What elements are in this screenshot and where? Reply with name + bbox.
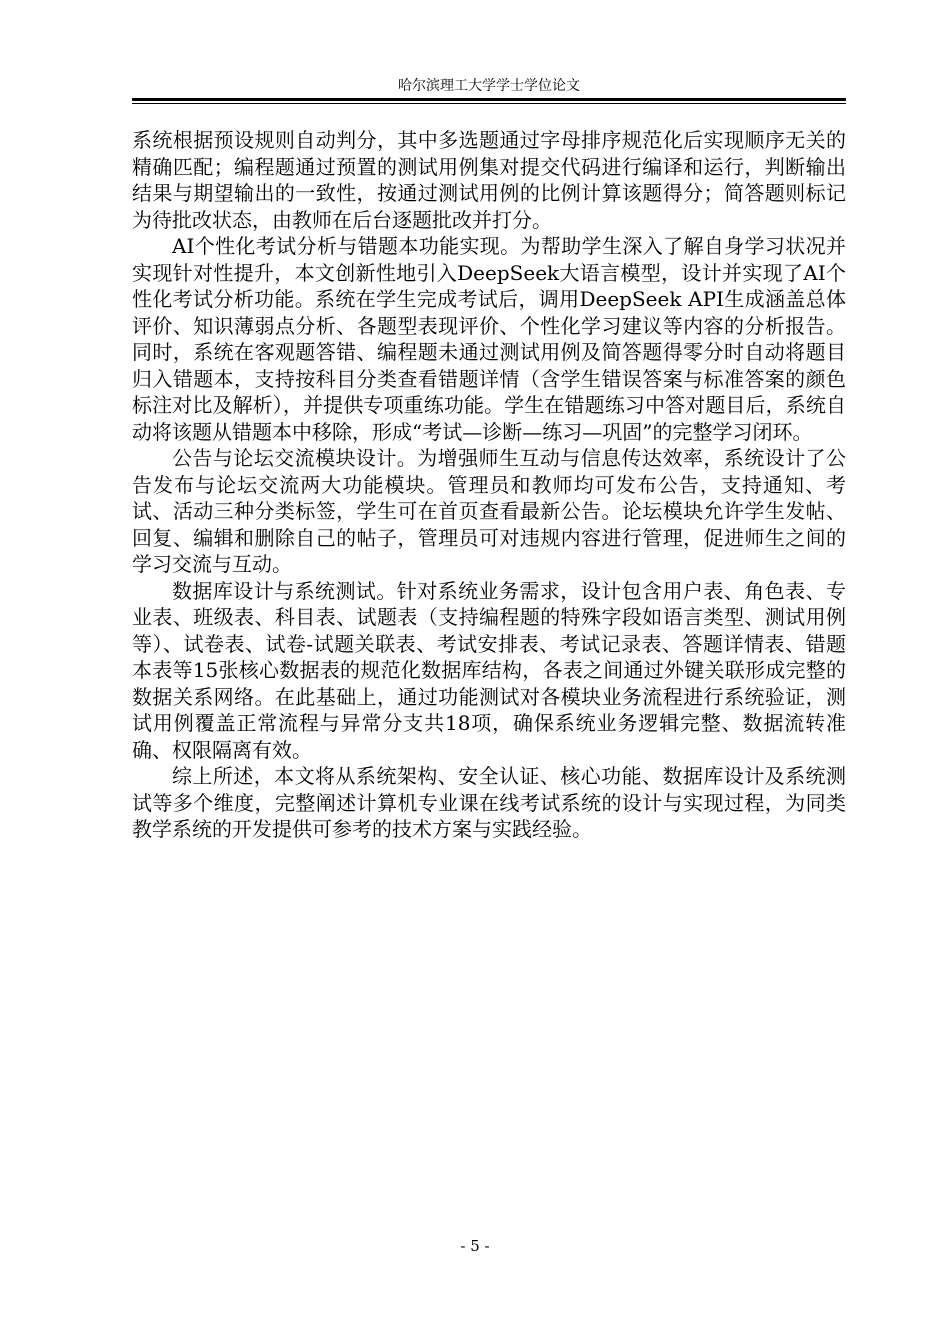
paragraph-summary: 综上所述，本文将从系统架构、安全认证、核心功能、数据库设计及系统测试等多个维度，完整阐述计算机专业课在线考试系统的设计与实现过程，为同类教学系统的开发提供可参考的技术方案与实践经验。 [132, 764, 846, 841]
page-header-title: 哈尔滨理工大学学士学位论文 [398, 78, 580, 94]
body-text [132, 127, 846, 843]
header-rule-thin [132, 103, 846, 104]
paragraph-grading: 系统根据预设规则自动判分，其中多选题通过字母排序规范化后实现顺序无关的精确匹配；编程题通过预置的测试用例集对提交代码进行编译和运行，判断输出结果与期望输出的一致性，按通过测试用例的比例计算该题得分；简答题则标记为待批改状态，由教师在后台逐题批改并打分。 [132, 128, 846, 232]
page-number: - 5 - [460, 1237, 490, 1255]
paragraph-announcement-forum: 公告与论坛交流模块设计。为增强师生互动与信息传达效率，系统设计了公告发布与论坛交流两大功能模块。管理员和教师均可发布公告，支持通知、考试、活动三种分类标签，学生可在首页查看最新公告。论坛模块允许学生发帖、回复、编辑和删除自己的帖子，管理员可对违规内容进行管理，促进师生之间的学习交流与互动。 [132, 446, 846, 576]
paragraph-database-testing: 数据库设计与系统测试。针对系统业务需求，设计包含用户表、角色表、专业表、班级表、科目表、试题表（支持编程题的特殊字段如语言类型、测试用例等）、试卷表、试卷-试题关联表、考试安排表、考试记录表、答题详情表、错题本表等15张核心数据表的规范化数据库结构，各表之间通过外键关联形成完整的数据关系网络。在此基础上，通过功能测试对各模块业务流程进行系统验证，测试用例覆盖正常流程与异常分支共18项，确保系统业务逻辑完整、数据流转准确、权限隔离有效。 [132, 578, 846, 762]
header-rule-thick [132, 98, 846, 101]
paragraph-ai-analysis: AI个性化考试分析与错题本功能实现。为帮助学生深入了解自身学习状况并实现针对性提升，本文创新性地引入DeepSeek大语言模型，设计并实现了AI个性化考试分析功能。系统在学生完成考试后，调用DeepSeek API生成涵盖总体评价、知识薄弱点分析、各题型表现评价、个性化学习建议等内容的分析报告。同时，系统在客观题答错、编程题未通过测试用例及简答题得零分时自动将题目归入错题本，支持按科目分类查看错题详情（含学生错误答案与标准答案的颜色标注对比及解析），并提供专项重练功能。学生在错题练习中答对题目后，系统自动将该题从错题本中移除，形成“考试—诊断—练习—巩固”的完整学习闭环。 [132, 234, 846, 444]
